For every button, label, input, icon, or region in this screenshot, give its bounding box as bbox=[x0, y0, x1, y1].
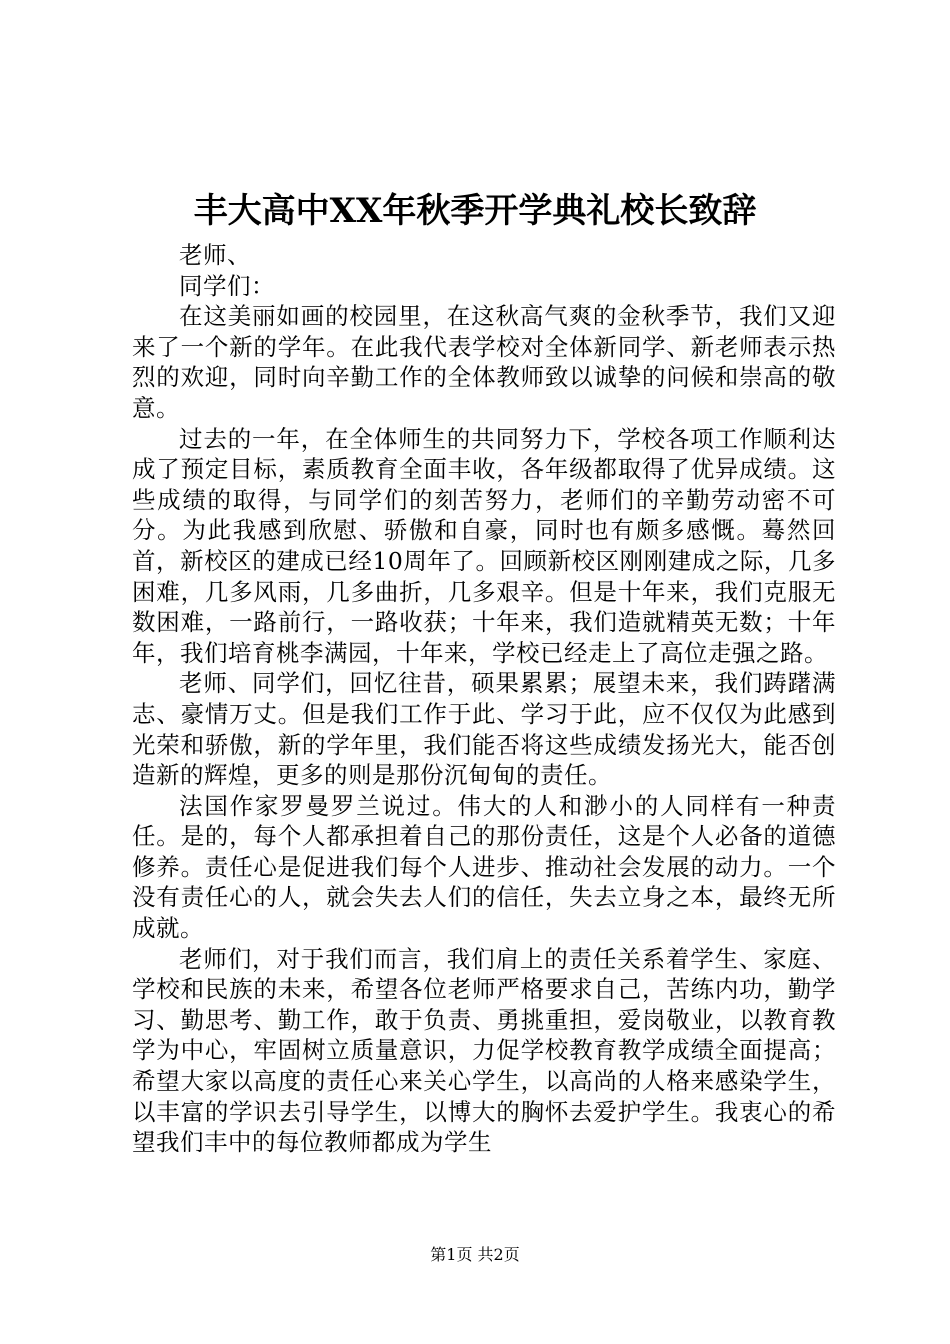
salutation-teachers: 老师、 bbox=[179, 241, 251, 269]
document-title: 丰大高中XX年秋季开学典礼校长致辞 bbox=[193, 191, 757, 231]
paragraph-welcome: 在这美丽如画的校园里，在这秋高气爽的金秋季节，我们又迎来了一个新的学年。在此我代表学校对全体新同学、新老师表示热烈的欢迎，同时向辛勤工作的全体教师致以诚挚的问候和崇高的敬意。 bbox=[132, 302, 836, 422]
document-body bbox=[132, 240, 836, 1158]
paragraph-past-year: 过去的一年，在全体师生的共同努力下，学校各项工作顺利达成了预定目标，素质教育全面丰收，各年级都取得了优异成绩。这些成绩的取得，与同学们的刻苦努力，老师们的辛勤劳动密不可分。为此我感到欣慰、骄傲和自豪，同时也有颇多感慨。蓦然回首，新校区的建成已经10周年了。回顾新校区刚刚建成之际，几多困难，几多风雨，几多曲折，几多艰辛。但是十年来，我们克服无数困难，一路前行，一路收获；十年来，我们造就精英无数；十年年，我们培育桃李满园，十年来，学校已经走上了高位走强之路。 bbox=[132, 424, 836, 667]
paragraph-teachers: 老师们，对于我们而言，我们肩上的责任关系着学生、家庭、学校和民族的未来，希望各位老师严格要求自己，苦练内功，勤学习、勤思考、勤工作，敢于负责、勇挑重担，爱岗敬业，以教育教学为中心，牢固树立质量意识，力促学校教育教学成绩全面提高；希望大家以高度的责任心来关心学生，以高尚的人格来感染学生，以丰富的学识去引导学生，以博大的胸怀去爱护学生。我衷心的希望我们丰中的每位教师都成为学生 bbox=[132, 944, 836, 1157]
page-number: 第1页 共2页 bbox=[430, 1245, 520, 1264]
paragraph-future: 老师、同学们，回忆往昔，硕果累累；展望未来，我们踌躇满志、豪情万丈。但是我们工作于此、学习于此，应不仅仅为此感到光荣和骄傲，新的学年里，我们能否将这些成绩发扬光大，能否创造新的辉煌，更多的则是那份沉甸甸的责任。 bbox=[132, 669, 836, 790]
salutation-students: 同学们： bbox=[179, 271, 275, 300]
paragraph-responsibility: 法国作家罗曼罗兰说过。伟大的人和渺小的人同样有一种责任。是的，每个人都承担着自己的那份责任，这是个人必备的道德修养。责任心是促进我们每个人进步、推动社会发展的动力。一个没有责任心的人，就会失去人们的信任，失去立身之本，最终无所成就。 bbox=[132, 791, 836, 943]
